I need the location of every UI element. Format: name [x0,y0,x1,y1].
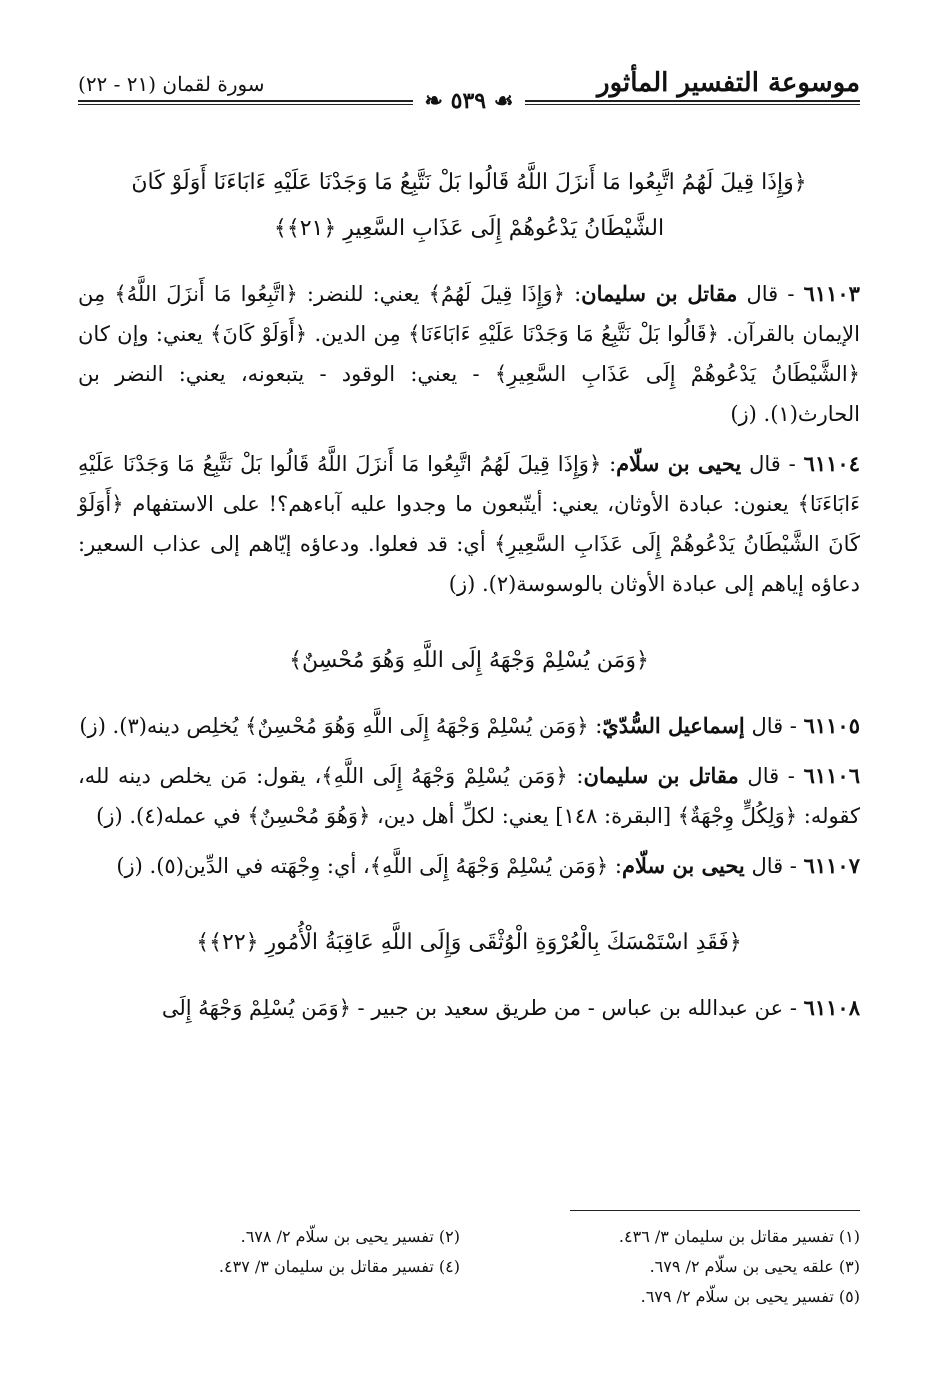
commentary-paragraph: ٦١١٠٣ - قال مقاتل بن سليمان: ﴿وَإِذَا قِيلَ لَهُمُ﴾ يعني: للنضر: ﴿اتَّبِعُوا مَا أَنزَلَ اللَّهُ﴾ مِن الإيمان بالقرآن. ﴿قَالُوا بَلْ نَتَّبِعُ مَا وَجَدْنَا عَلَيْهِ ءَابَاءَنَا﴾ مِن الدين. ﴿أَوَلَوْ كَانَ﴾ يعني: وإن كان ﴿الشَّيْطَانُ يَدْعُوهُمْ إِلَى عَذَابِ السَّعِيرِ﴾ - يعني: الوقود - يتبعونه، يعني: النضر بن الحارث(١). (ز) [78,281,860,426]
footnote: (١) تفسير مقاتل بن سليمان ٣/ ٤٣٦. [618,1227,860,1246]
verse-block: ﴿فَقَدِ اسْتَمْسَكَ بِالْعُرْوَةِ الْوُثْقَى وَإِلَى اللَّهِ عَاقِبَةُ الْأُمُورِ ﴿٢٢﴾﴾ [196,930,742,955]
commentary-paragraph: ٦١١٠٥ - قال إسماعيل السُّدّيّ: ﴿وَمَن يُسْلِمْ وَجْهَهُ إِلَى اللَّهِ وَهُوَ مُحْسِنٌ﴾ يُخلِص دينه(٣). (ز) [79,713,860,738]
book-title: موسوعة التفسير المأثور [597,68,860,98]
paragraph-number: ٦١١٠٧ [803,853,860,878]
footnote: (٤) تفسير مقاتل بن سليمان ٣/ ٤٣٧. [218,1257,460,1276]
paragraph-number: ٦١١٠٣ [803,281,860,306]
speaker-name: يحيى بن سلّام [621,853,745,878]
speaker-name: مقاتل بن سليمان [581,281,738,306]
paragraph-number: ٦١١٠٤ [803,451,860,476]
paragraph-text: ﴿وَإِذَا قِيلَ لَهُمُ﴾ يعني: للنضر: ﴿اتَّبِعُوا مَا أَنزَلَ اللَّهُ﴾ مِن الإيمان بالقرآن. ﴿قَالُوا بَلْ نَتَّبِعُ مَا وَجَدْنَا عَلَيْهِ ءَابَاءَنَا﴾ مِن الدين. ﴿أَوَلَوْ كَانَ﴾ يعني: وإن كان ﴿الشَّيْطَانُ يَدْعُوهُمْ إِلَى عَذَابِ السَّعِيرِ﴾ - يعني: الوقود - يتبعونه، يعني: النضر بن الحارث(١). (ز) [78,282,860,426]
paragraph-text: ﴿وَإِذَا قِيلَ لَهُمُ اتَّبِعُوا مَا أَنزَلَ اللَّهُ قَالُوا بَلْ نَتَّبِعُ مَا وَجَدْنَا عَلَيْهِ ءَابَاءَنَا﴾ يعنون: عبادة الأوثان، يعني: أيتّبعون ما وجدوا عليه آباءهم؟! على الاستفهام ﴿أَوَلَوْ كَانَ الشَّيْطَانُ يَدْعُوهُمْ إِلَى عَذَابِ السَّعِيرِ﴾ أي: قد فعلوا. ودعاؤه إيّاهم إلى عذاب السعير: دعاؤه إياهم إلى عبادة الأوثان بالوسوسة(٢). (ز) [78,452,860,596]
footnote-rule [570,1210,860,1211]
paragraph-text: ﴿وَمَن يُسْلِمْ وَجْهَهُ إِلَى اللَّهِ﴾، يقول: مَن يخلص دينه لله، كقوله: ﴿وَلِكُلٍّ وِجْهَةٌ﴾ [البقرة: ١٤٨] يعني: لكلِّ أهل دين، ﴿وَهُوَ مُحْسِنٌ﴾ في عمله(٤). (ز) [78,764,860,828]
paragraph-number: ٦١١٠٥ [803,713,860,738]
paragraph-number: ٦١١٠٨ [803,995,860,1020]
footnote: (٣) علقه يحيى بن سلّام ٢/ ٦٧٩. [649,1257,860,1276]
page-header [78,62,860,122]
paragraph-text: ﴿وَمَن يُسْلِمْ وَجْهَهُ إِلَى اللَّهِ﴾، أي: وِجْهَته في الدِّين(٥). (ز) [116,854,609,878]
commentary-paragraph: ٦١١٠٨ - عن عبدالله بن عباس - من طريق سعيد بن جبير - ﴿وَمَن يُسْلِمْ وَجْهَهُ إِلَى [161,995,860,1020]
verse-block: ﴿وَإِذَا قِيلَ لَهُمُ اتَّبِعُوا مَا أَنزَلَ اللَّهُ قَالُوا بَلْ نَتَّبِعُ مَا وَجَدْنَا عَلَيْهِ ءَابَاءَنَا أَوَلَوْ كَانَ الشَّيْطَانُ يَدْعُوهُمْ إِلَى عَذَابِ السَّعِيرِ ﴿٢١﴾﴾ [131,170,807,241]
paragraph-number: ٦١١٠٦ [803,763,860,788]
ornament-right-icon: ☙ [486,88,514,114]
commentary-paragraph: ٦١١٠٦ - قال مقاتل بن سليمان: ﴿وَمَن يُسْلِمْ وَجْهَهُ إِلَى اللَّهِ﴾، يقول: مَن يخلص دينه لله، كقوله: ﴿وَلِكُلٍّ وِجْهَةٌ﴾ [البقرة: ١٤٨] يعني: لكلِّ أهل دين، ﴿وَهُوَ مُحْسِنٌ﴾ في عمله(٤). (ز) [78,763,860,828]
ornament-left-icon: ❧ [424,88,451,114]
speaker-name: إسماعيل السُّدّيّ [602,713,745,738]
speaker-name: مقاتل بن سليمان [583,763,739,788]
paragraph-text: عن عبدالله بن عباس - من طريق سعيد بن جبير - ﴿وَمَن يُسْلِمْ وَجْهَهُ إِلَى [161,996,784,1020]
commentary-paragraph: ٦١١٠٤ - قال يحيى بن سلّام: ﴿وَإِذَا قِيلَ لَهُمُ اتَّبِعُوا مَا أَنزَلَ اللَّهُ قَالُوا بَلْ نَتَّبِعُ مَا وَجَدْنَا عَلَيْهِ ءَابَاءَنَا﴾ يعنون: عبادة الأوثان، يعني: أيتّبعون ما وجدوا عليه آباءهم؟! على الاستفهام ﴿أَوَلَوْ كَانَ الشَّيْطَانُ يَدْعُوهُمْ إِلَى عَذَابِ السَّعِيرِ﴾ أي: قد فعلوا. ودعاؤه إيّاهم إلى عذاب السعير: دعاؤه إياهم إلى عبادة الأوثان بالوسوسة(٢). (ز) [78,451,860,596]
paragraph-text: ﴿وَمَن يُسْلِمْ وَجْهَهُ إِلَى اللَّهِ وَهُوَ مُحْسِنٌ﴾ يُخلِص دينه(٣). (ز) [79,714,589,738]
footnote: (٥) تفسير يحيى بن سلّام ٢/ ٦٧٩. [640,1287,860,1306]
footnote: (٢) تفسير يحيى بن سلّام ٢/ ٦٧٨. [240,1227,460,1246]
page-body [78,160,860,1038]
speaker-name: يحيى بن سلّام [616,451,742,476]
page-number: ❧ ٥٣٩ ☙ [413,88,526,114]
verse-block: ﴿وَمَن يُسْلِمْ وَجْهَهُ إِلَى اللَّهِ وَهُوَ مُحْسِنٌ﴾ [289,648,649,673]
surah-range: سورة لقمان (٢١ - ٢٢) [78,72,265,96]
commentary-paragraph: ٦١١٠٧ - قال يحيى بن سلّام: ﴿وَمَن يُسْلِمْ وَجْهَهُ إِلَى اللَّهِ﴾، أي: وِجْهَته في الدِّين(٥). (ز) [116,853,860,878]
